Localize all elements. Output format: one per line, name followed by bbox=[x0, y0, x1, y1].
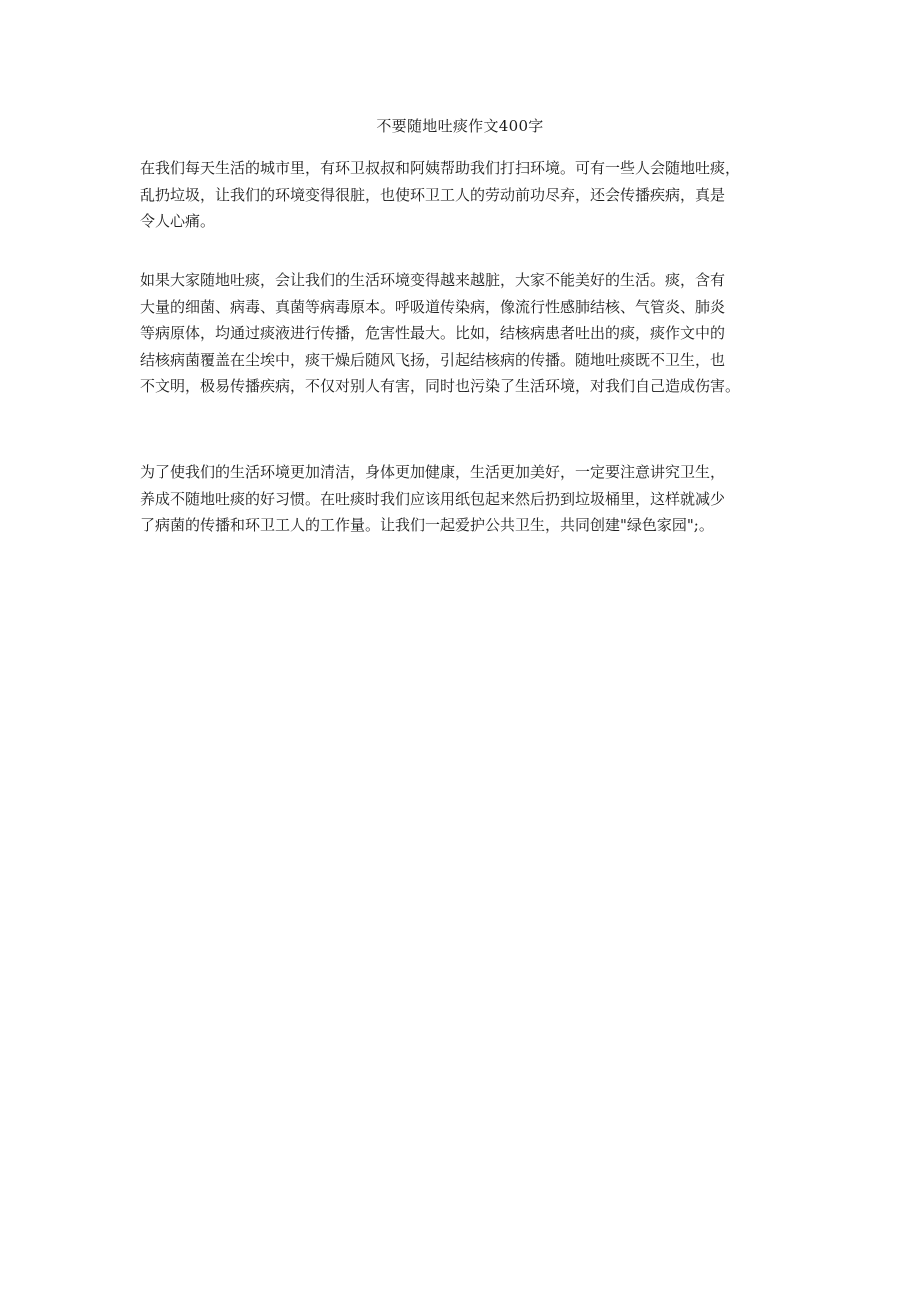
paragraph-1-line-3: 令人心痛。 bbox=[140, 212, 216, 230]
paragraph-1-line-2: 乱扔垃圾，让我们的环境变得很脏，也使环卫工人的劳动前功尽弃，还会传播疾病，真是 bbox=[140, 185, 726, 204]
paragraph-1-line-1: 在我们每天生活的城市里，有环卫叔叔和阿姨帮助我们打扫环境。可有一些人会随地吐痰， bbox=[140, 159, 741, 177]
paragraph-2-line-3: 等病原体，均通过痰液进行传播，危害性最大。比如，结核病患者吐出的痰，痰作文中的 bbox=[140, 324, 726, 342]
paragraph-1 bbox=[140, 155, 790, 235]
paragraph-3-line-1: 为了使我们的生活环境更加清洁，身体更加健康，生活更加美好，一定要注意讲究卫生， bbox=[140, 463, 726, 481]
paragraph-2-line-5: 不文明，极易传播疾病，不仅对别人有害，同时也污染了生活环境，对我们自己造成伤害。 bbox=[140, 377, 741, 395]
paragraph-3 bbox=[140, 459, 790, 539]
paragraph-2-line-4: 结核病菌覆盖在尘埃中，痰干燥后随风飞扬，引起结核病的传播。随地吐痰既不卫生，也 bbox=[140, 350, 726, 369]
document-title: 不要随地吐痰作文400字 bbox=[376, 117, 544, 135]
paragraph-3-line-3: 了病菌的传播和环卫工人的工作量。让我们一起爱护公共卫生，共同创建"绿色家园";。 bbox=[140, 516, 714, 534]
paragraph-2-line-2: 大量的细菌、病毒、真菌等病毒原本。呼吸道传染病，像流行性感肺结核、气管炎、肺炎 bbox=[140, 297, 726, 316]
paragraph-2-line-1: 如果大家随地吐痰，会让我们的生活环境变得越来越脏，大家不能美好的生活。痰，含有 bbox=[140, 271, 726, 289]
paragraph-2 bbox=[140, 267, 790, 400]
paragraph-3-line-2: 养成不随地吐痰的好习惯。在吐痰时我们应该用纸包起来然后扔到垃圾桶里，这样就减少 bbox=[140, 489, 726, 508]
